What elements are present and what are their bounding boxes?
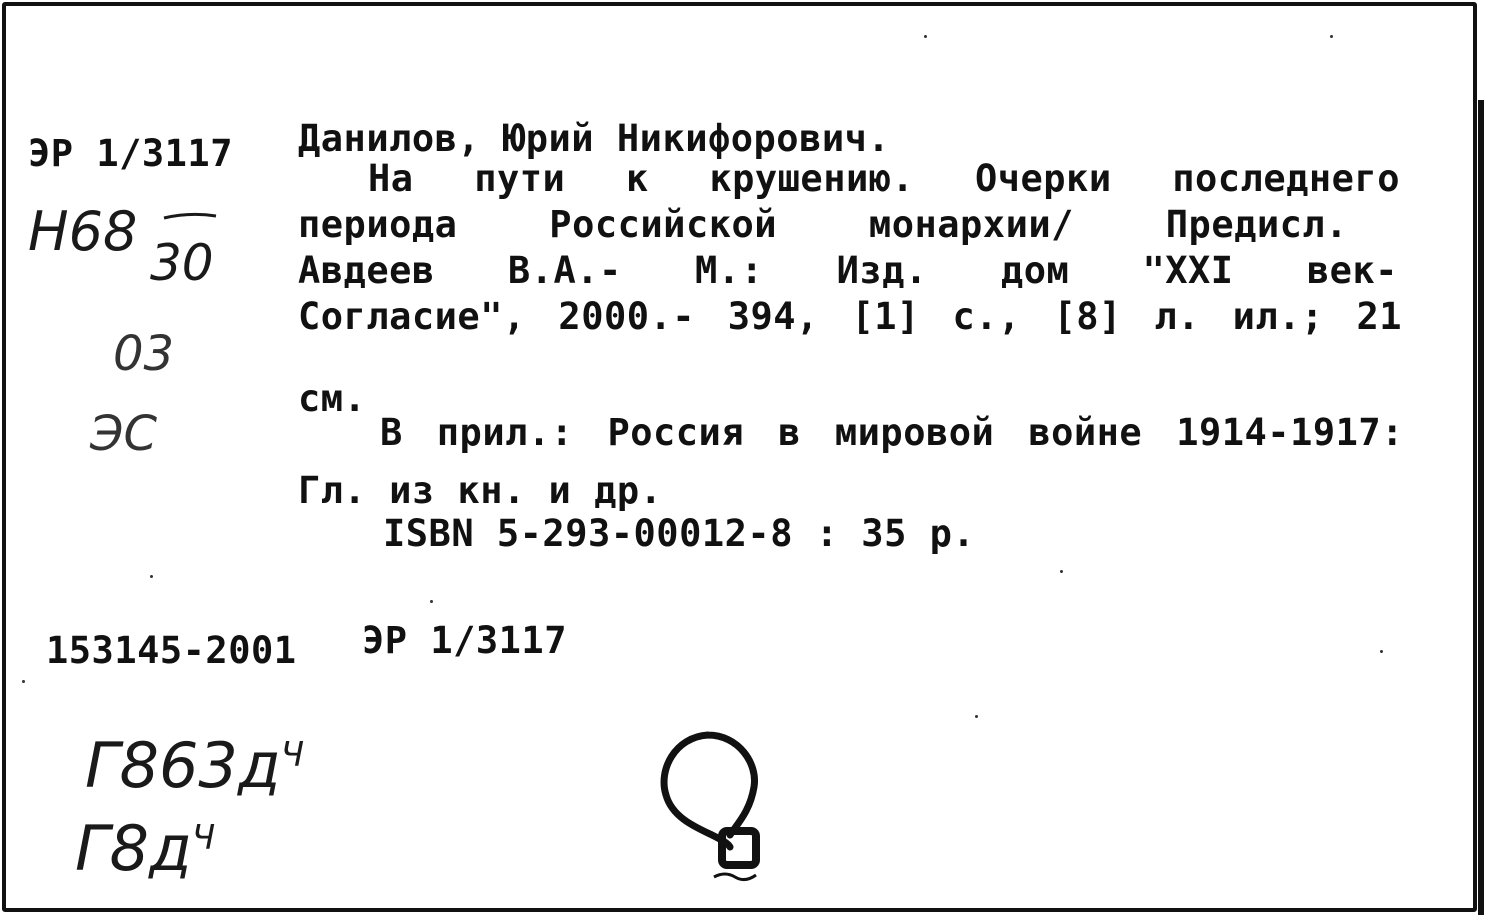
word: М.:	[695, 249, 764, 292]
ring-mark	[650, 725, 780, 895]
speck	[924, 35, 927, 38]
speck	[22, 680, 25, 683]
speck	[1380, 650, 1383, 653]
author: Данилов, Юрий Никифорович.	[298, 117, 891, 160]
word: век-	[1306, 249, 1398, 292]
word: 1914-1917:	[1176, 411, 1404, 454]
word: последнего	[1172, 157, 1400, 200]
word: 21	[1356, 295, 1402, 338]
word: с.,	[952, 295, 1021, 338]
word: крушению.	[709, 157, 915, 200]
isbn-line: ISBN 5-293-00012-8 : 35 р.	[383, 512, 976, 555]
word: Предисл.	[1165, 203, 1348, 246]
word: мировой	[834, 411, 995, 454]
word: Россия	[607, 411, 745, 454]
word: прил.:	[436, 411, 574, 454]
word: 2000.-	[558, 295, 696, 338]
word: Авдеев	[298, 249, 435, 292]
inventory-number: 153145-2001	[46, 629, 297, 672]
title-line	[298, 203, 1348, 246]
title-last-line: см.	[298, 377, 367, 420]
speck	[1060, 570, 1063, 573]
word: Согласие",	[298, 295, 526, 338]
word: монархии/	[868, 203, 1074, 246]
handwritten-code: ЭС	[90, 406, 158, 462]
inventory-shelfmark: ЭР 1/3117	[362, 619, 567, 662]
title-line	[298, 249, 1398, 292]
title-line	[298, 295, 1402, 338]
word: дом	[1000, 249, 1070, 292]
supplement-line	[380, 411, 1404, 454]
word: Изд.	[836, 249, 928, 292]
word: пути	[474, 157, 566, 200]
title-line	[368, 157, 1400, 200]
shelfmark: ЭР 1/3117	[28, 132, 233, 175]
word: [1]	[851, 295, 920, 338]
word: В.А.-	[507, 249, 622, 292]
supplement-line-2: Гл. из кн. и др.	[298, 469, 663, 512]
speck	[1330, 35, 1333, 38]
speck	[975, 715, 978, 718]
handwritten-class-fraction: 30	[150, 234, 214, 292]
word: [8]	[1053, 295, 1122, 338]
word: л.	[1154, 295, 1201, 338]
word: войне	[1028, 411, 1143, 454]
word: Очерки	[974, 157, 1112, 200]
speck	[430, 600, 433, 603]
handwritten-code: 03	[113, 326, 175, 382]
handwritten-call-number: $Г863д^Ч$	[85, 729, 305, 802]
speck	[150, 575, 153, 578]
word: периода	[298, 203, 458, 246]
word: Российской	[549, 203, 778, 246]
word: к	[625, 157, 649, 200]
word: В	[380, 411, 403, 454]
word: 394,	[727, 295, 819, 338]
word: "XXI	[1142, 249, 1234, 292]
word: ил.;	[1232, 295, 1324, 338]
word: в	[778, 411, 801, 454]
handwritten-call-number: $Г8д^Ч$	[75, 812, 216, 885]
fraction-bar	[160, 210, 220, 222]
word: На	[368, 157, 414, 200]
card-edge	[1478, 100, 1484, 915]
handwritten-class-mark: Н68	[28, 200, 138, 263]
